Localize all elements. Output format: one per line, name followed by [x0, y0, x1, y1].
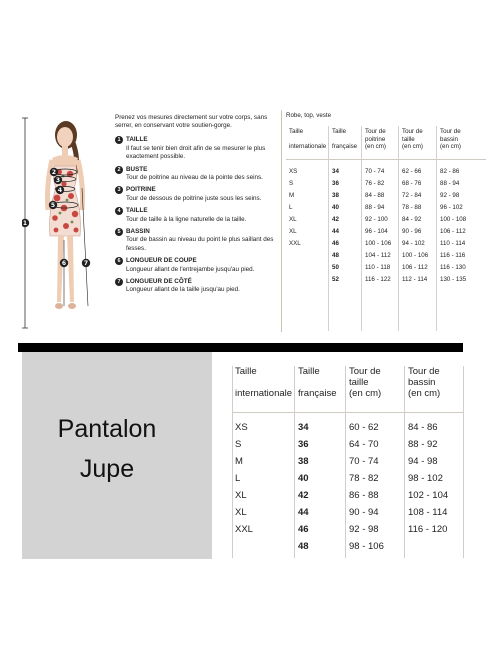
table-cell: 64 - 70: [349, 439, 379, 450]
table-cell: 84 - 92: [402, 215, 422, 223]
table-row: [286, 165, 486, 177]
header-line: française: [298, 388, 337, 399]
header-french-size: [329, 128, 362, 159]
header-line: taille: [402, 135, 415, 143]
header-waist: [346, 366, 405, 412]
step-3: [115, 186, 275, 202]
header-line: (en cm): [440, 143, 461, 150]
table-cell: 100 - 106: [365, 239, 392, 247]
bottom-table-header: [232, 366, 464, 413]
column-divider: [345, 366, 346, 558]
step-title: BUSTE: [126, 165, 148, 173]
header-french-size: [295, 366, 346, 412]
table-cell: L: [235, 473, 241, 484]
table-cell: 70 - 74: [349, 456, 379, 467]
table-cell: 94 - 102: [402, 239, 425, 247]
step-title: TAILLE: [126, 136, 148, 144]
table-cell: 104 - 112: [365, 251, 391, 259]
model-figure-image: [22, 110, 117, 332]
table-row: [232, 453, 464, 470]
table-cell: 42: [332, 215, 339, 223]
step-title: LONGUEUR DE CÔTÉ: [126, 278, 192, 286]
header-line: (en cm): [349, 388, 382, 399]
header-line: bassin: [408, 377, 436, 388]
svg-text:6: 6: [61, 260, 67, 267]
table-cell: 116 - 130: [440, 263, 466, 271]
header-hip: [437, 128, 482, 159]
header-line: bassin: [440, 135, 458, 143]
table-cell: 116 - 122: [365, 275, 391, 283]
table-cell: S: [235, 439, 242, 450]
table-cell: 38: [298, 456, 309, 467]
table-cell: 110 - 118: [365, 263, 391, 271]
header-line: Tour de: [440, 128, 461, 135]
step-title: POITRINE: [126, 186, 156, 194]
table-cell: XXL: [235, 524, 253, 535]
table-cell: 50: [332, 263, 339, 271]
step-text: Tour de bassin au niveau du point le plus saillant des fesses.: [126, 236, 274, 252]
header-line: internationale: [289, 143, 327, 150]
top-table-header: [286, 128, 486, 160]
header-line: Taille: [289, 128, 304, 135]
column-divider: [404, 366, 405, 558]
table-cell: 96 - 102: [440, 203, 463, 211]
measurement-instructions: [115, 114, 275, 299]
header-line: taille: [349, 377, 369, 388]
svg-text:5: 5: [50, 202, 56, 209]
step-text: Tour de poitrine au niveau de la pointe des seins.: [126, 173, 263, 181]
column-divider: [328, 126, 329, 331]
table-cell: XS: [235, 422, 248, 433]
table-cell: 40: [298, 473, 309, 484]
step-number: 4: [115, 207, 123, 215]
header-line: Taille: [332, 128, 347, 135]
instructions-intro: Prenez vos mesures directement sur votre corps, sans serrer, en conservant votre soutien-gorge.: [115, 114, 268, 130]
category-jupe: Jupe: [79, 455, 135, 483]
top-table-body: [286, 160, 486, 285]
header-line: poitrine: [365, 135, 386, 143]
table-cell: 36: [298, 439, 309, 450]
table-cell: XS: [289, 167, 298, 175]
table-row: [286, 261, 486, 273]
header-chest: [362, 128, 399, 159]
table-cell: 36: [332, 179, 339, 187]
header-line: Tour de: [402, 128, 423, 135]
step-text: Tour de dessous de poitrine juste sous les seins.: [126, 194, 262, 202]
category-pantalon: Pantalon: [57, 415, 157, 443]
table-cell: 90 - 96: [402, 227, 422, 235]
table-row: [232, 504, 464, 521]
table-row: [232, 487, 464, 504]
header-international-size: [232, 366, 295, 412]
header-line: Taille: [298, 366, 320, 377]
table-cell: L: [289, 203, 293, 211]
table-cell: 68 - 76: [402, 179, 422, 187]
table-cell: XL: [289, 215, 297, 223]
step-number: 1: [115, 136, 123, 144]
table-row: [232, 470, 464, 487]
header-international-size: [286, 128, 329, 159]
header-hip: [405, 366, 464, 412]
table-cell: 106 - 112: [440, 227, 466, 235]
table-cell: 110 - 114: [440, 239, 466, 247]
step-6: [115, 257, 275, 273]
table-row: [286, 201, 486, 213]
table-cell: 86 - 88: [349, 490, 379, 501]
table-cell: 112 - 114: [402, 275, 428, 283]
step-number: 5: [115, 228, 123, 236]
step-text: Longueur allant de l'entrejambe jusqu'au pied.: [126, 265, 255, 273]
step-number: 3: [115, 186, 123, 194]
table-row: [232, 538, 464, 555]
svg-text:2: 2: [51, 169, 57, 176]
step-text: Longueur allant de la taille jusqu'au pied.: [126, 286, 240, 294]
svg-text:7: 7: [83, 260, 89, 267]
table-cell: 106 - 112: [402, 263, 428, 271]
table-cell: 84 - 86: [408, 422, 438, 433]
header-waist: [399, 128, 437, 159]
step-2: [115, 166, 275, 182]
svg-text:1: 1: [22, 220, 28, 227]
table-cell: 92 - 98: [349, 524, 379, 535]
table-cell: 88 - 92: [408, 439, 438, 450]
table-cell: 34: [332, 167, 339, 175]
table-row: [232, 419, 464, 436]
step-1: [115, 136, 275, 161]
table-cell: 78 - 88: [402, 203, 422, 211]
table-cell: 98 - 102: [408, 473, 443, 484]
table-cell: 88 - 94: [440, 179, 460, 187]
svg-text:3: 3: [55, 177, 61, 184]
table-cell: 96 - 104: [365, 227, 388, 235]
header-line: Taille: [235, 366, 257, 377]
table-cell: 76 - 82: [365, 179, 385, 187]
bottom-table-body: [232, 413, 464, 555]
header-line: (en cm): [365, 143, 386, 150]
category-panel: [22, 352, 212, 559]
table-cell: 44: [332, 227, 339, 235]
step-number: 2: [115, 166, 123, 174]
header-line: Tour de: [349, 366, 381, 377]
table-cell: 88 - 94: [365, 203, 385, 211]
column-divider: [232, 366, 233, 558]
table-cell: 48: [332, 251, 339, 259]
step-7: [115, 278, 275, 294]
table-row: [286, 273, 486, 285]
header-line: française: [332, 143, 358, 150]
table-cell: 46: [298, 524, 309, 535]
step-5: [115, 228, 275, 253]
table-cell: 82 - 86: [440, 167, 460, 175]
header-line: internationale: [235, 388, 293, 399]
table-cell: XL: [235, 490, 247, 501]
column-divider: [436, 126, 437, 331]
table-cell: 38: [332, 191, 339, 199]
table-cell: 40: [332, 203, 339, 211]
top-table-caption: Robe, top, veste: [286, 112, 332, 119]
table-cell: 130 - 135: [440, 275, 467, 283]
header-line: Tour de: [365, 128, 386, 135]
table-cell: M: [235, 456, 243, 467]
step-text: Tour de taille à la ligne naturelle de la taille.: [126, 215, 247, 223]
header-line: (en cm): [402, 143, 423, 150]
table-cell: 44: [298, 507, 309, 518]
bottom-size-table: [232, 366, 464, 555]
table-cell: 102 - 104: [408, 490, 449, 501]
table-cell: 90 - 94: [349, 507, 379, 518]
table-row: [232, 436, 464, 453]
svg-text:4: 4: [57, 187, 63, 194]
table-row: [286, 249, 486, 261]
table-cell: 92 - 98: [440, 191, 460, 199]
step-number: 7: [115, 278, 123, 286]
table-cell: 48: [298, 541, 309, 552]
step-title: TAILLE: [126, 207, 148, 215]
table-row: [286, 177, 486, 189]
model-illustration: [22, 110, 117, 332]
header-line: (en cm): [408, 388, 441, 399]
size-guide-top: [22, 110, 482, 332]
table-cell: M: [289, 191, 295, 199]
table-cell: 116 - 116: [440, 251, 466, 259]
table-cell: XXL: [289, 239, 301, 247]
table-cell: 98 - 106: [349, 541, 384, 552]
header-line: Tour de: [408, 366, 440, 377]
table-cell: 78 - 82: [349, 473, 379, 484]
section-divider-bar: [18, 343, 463, 352]
table-row: [286, 237, 486, 249]
table-row: [232, 521, 464, 538]
column-divider: [398, 126, 399, 331]
step-title: LONGUEUR DE COUPE: [126, 257, 197, 265]
table-row: [286, 213, 486, 225]
table-cell: 100 - 106: [402, 251, 429, 259]
table-cell: 94 - 98: [408, 456, 438, 467]
table-cell: XL: [235, 507, 247, 518]
table-cell: 70 - 74: [365, 167, 385, 175]
table-cell: 92 - 100: [365, 215, 388, 223]
step-number: 6: [115, 257, 123, 265]
table-cell: 60 - 62: [349, 422, 379, 433]
table-cell: 42: [298, 490, 309, 501]
table-cell: 62 - 66: [402, 167, 422, 175]
top-divider: [281, 110, 282, 332]
column-divider: [361, 126, 362, 331]
step-title: BASSIN: [126, 228, 150, 236]
step-text: Il faut se tenir bien droit afin de se mesurer le plus exactement possible.: [126, 144, 266, 160]
table-cell: 52: [332, 275, 339, 283]
step-4: [115, 207, 275, 223]
table-cell: 108 - 114: [408, 507, 448, 518]
table-cell: 46: [332, 239, 339, 247]
table-cell: 116 - 120: [408, 524, 448, 535]
table-row: [286, 225, 486, 237]
table-cell: 84 - 88: [365, 191, 385, 199]
table-cell: 100 - 108: [440, 215, 467, 223]
table-cell: 72 - 84: [402, 191, 422, 199]
table-cell: 34: [298, 422, 309, 433]
table-cell: S: [289, 179, 294, 187]
column-divider: [463, 366, 464, 558]
table-row: [286, 189, 486, 201]
table-cell: XL: [289, 227, 297, 235]
column-divider: [294, 366, 295, 558]
top-size-table: [286, 112, 486, 285]
